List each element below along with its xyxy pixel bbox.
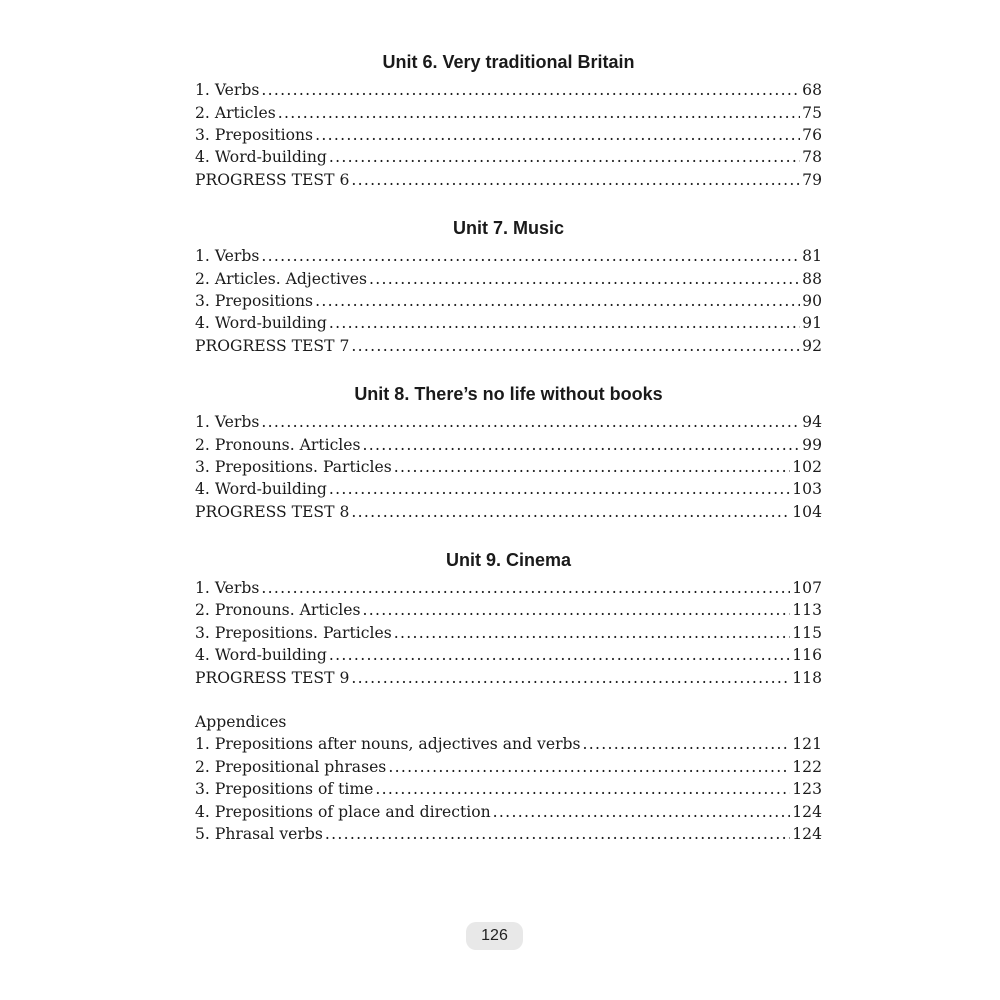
toc-entry[interactable]: [195, 501, 822, 523]
entry-page: 123: [792, 780, 822, 798]
entry-page: 81: [802, 247, 822, 265]
appendices-heading: Appendices: [195, 713, 287, 731]
entry-label: 4. Word-building: [195, 646, 327, 664]
entry-label: 1. Verbs: [195, 247, 260, 265]
toc-entry[interactable]: [195, 622, 822, 644]
toc-entry[interactable]: [195, 79, 822, 101]
toc-entry[interactable]: [195, 312, 822, 334]
toc-entry[interactable]: [195, 801, 822, 823]
entry-page: 68: [802, 81, 822, 99]
entry-label: 2. Pronouns. Articles: [195, 436, 361, 454]
dot-leader: [583, 733, 791, 755]
dot-leader: [351, 667, 790, 689]
dot-leader: [329, 312, 800, 334]
dot-leader: [325, 823, 790, 845]
entry-page: 79: [802, 171, 822, 189]
entry-page: 121: [792, 735, 822, 753]
dot-leader: [329, 644, 790, 666]
entry-label: PROGRESS TEST 7: [195, 337, 350, 355]
entry-label: 2. Prepositional phrases: [195, 758, 387, 776]
toc-entry[interactable]: [195, 644, 822, 666]
dot-leader: [369, 268, 800, 290]
entry-page: 113: [792, 601, 822, 619]
entry-page: 103: [792, 480, 822, 498]
entry-label: PROGRESS TEST 8: [195, 503, 350, 521]
dot-leader: [388, 756, 790, 778]
unit-7-title: Unit 7. Music: [452, 218, 564, 238]
entry-label: 2. Pronouns. Articles: [195, 601, 361, 619]
page-number: 126: [466, 922, 523, 950]
toc-entry[interactable]: [195, 335, 822, 357]
entry-label: 4. Word-building: [195, 148, 327, 166]
entry-label: 3. Prepositions: [195, 126, 314, 144]
entry-label: 4. Word-building: [195, 480, 327, 498]
dot-leader: [261, 79, 800, 101]
entry-label: 3. Prepositions. Particles: [195, 624, 392, 642]
toc-entry[interactable]: [195, 245, 822, 267]
dot-leader: [351, 335, 800, 357]
dot-leader: [261, 577, 790, 599]
entry-label: 2. Articles. Adjectives: [195, 270, 368, 288]
toc-entry[interactable]: [195, 667, 822, 689]
entry-label: PROGRESS TEST 6: [195, 171, 350, 189]
entry-page: 104: [792, 503, 822, 521]
entry-label: 3. Prepositions of time: [195, 780, 374, 798]
unit-8-title: Unit 8. There’s no life without books: [354, 384, 663, 404]
entry-label: 4. Word-building: [195, 314, 327, 332]
toc-entry[interactable]: [195, 102, 822, 124]
entry-page: 102: [792, 458, 822, 476]
toc-entry[interactable]: [195, 456, 822, 478]
entry-label: 5. Phrasal verbs: [195, 825, 323, 843]
entry-page: 107: [792, 579, 822, 597]
entry-page: 124: [792, 803, 822, 821]
unit-6-title: Unit 6. Very traditional Britain: [382, 52, 635, 72]
entry-page: 94: [802, 413, 822, 431]
dot-leader: [329, 478, 790, 500]
entry-page: 78: [802, 148, 822, 166]
entry-page: 118: [792, 669, 822, 687]
entry-page: 116: [792, 646, 822, 664]
dot-leader: [363, 434, 801, 456]
toc-entry[interactable]: [195, 756, 822, 778]
entry-label: 3. Prepositions. Particles: [195, 458, 392, 476]
entry-page: 75: [802, 104, 822, 122]
toc-entry[interactable]: [195, 169, 822, 191]
entry-page: 91: [802, 314, 822, 332]
toc-entry[interactable]: [195, 733, 822, 755]
toc-entry[interactable]: [195, 778, 822, 800]
dot-leader: [351, 501, 790, 523]
entry-page: 76: [802, 126, 822, 144]
entry-label: 1. Verbs: [195, 81, 260, 99]
dot-leader: [394, 622, 791, 644]
dot-leader: [329, 146, 800, 168]
dot-leader: [363, 599, 791, 621]
entry-label: 4. Prepositions of place and direction: [195, 803, 491, 821]
toc-entry[interactable]: [195, 290, 822, 312]
toc-entry[interactable]: [195, 478, 822, 500]
entry-page: 90: [802, 292, 822, 310]
entry-label: 1. Prepositions after nouns, adjectives and verbs: [195, 735, 581, 753]
dot-leader: [315, 290, 800, 312]
toc-entry[interactable]: [195, 599, 822, 621]
entry-label: PROGRESS TEST 9: [195, 669, 350, 687]
toc-entry[interactable]: [195, 124, 822, 146]
entry-page: 122: [792, 758, 822, 776]
entry-page: 115: [792, 624, 822, 642]
toc-entry[interactable]: [195, 411, 822, 433]
dot-leader: [493, 801, 791, 823]
entry-label: 2. Articles: [195, 104, 276, 122]
toc-entry[interactable]: [195, 268, 822, 290]
dot-leader: [351, 169, 800, 191]
dot-leader: [375, 778, 790, 800]
entry-label: 3. Prepositions: [195, 292, 314, 310]
toc-entry[interactable]: [195, 434, 822, 456]
entry-page: 99: [802, 436, 822, 454]
entry-page: 124: [792, 825, 822, 843]
dot-leader: [261, 245, 800, 267]
dot-leader: [315, 124, 800, 146]
dot-leader: [278, 102, 800, 124]
entry-page: 88: [802, 270, 822, 288]
toc-entry[interactable]: [195, 146, 822, 168]
entry-label: 1. Verbs: [195, 413, 260, 431]
dot-leader: [261, 411, 800, 433]
toc-entry[interactable]: [195, 823, 822, 845]
toc-entry[interactable]: [195, 577, 822, 599]
entry-label: 1. Verbs: [195, 579, 260, 597]
dot-leader: [394, 456, 791, 478]
entry-page: 92: [802, 337, 822, 355]
unit-9-title: Unit 9. Cinema: [445, 550, 572, 570]
